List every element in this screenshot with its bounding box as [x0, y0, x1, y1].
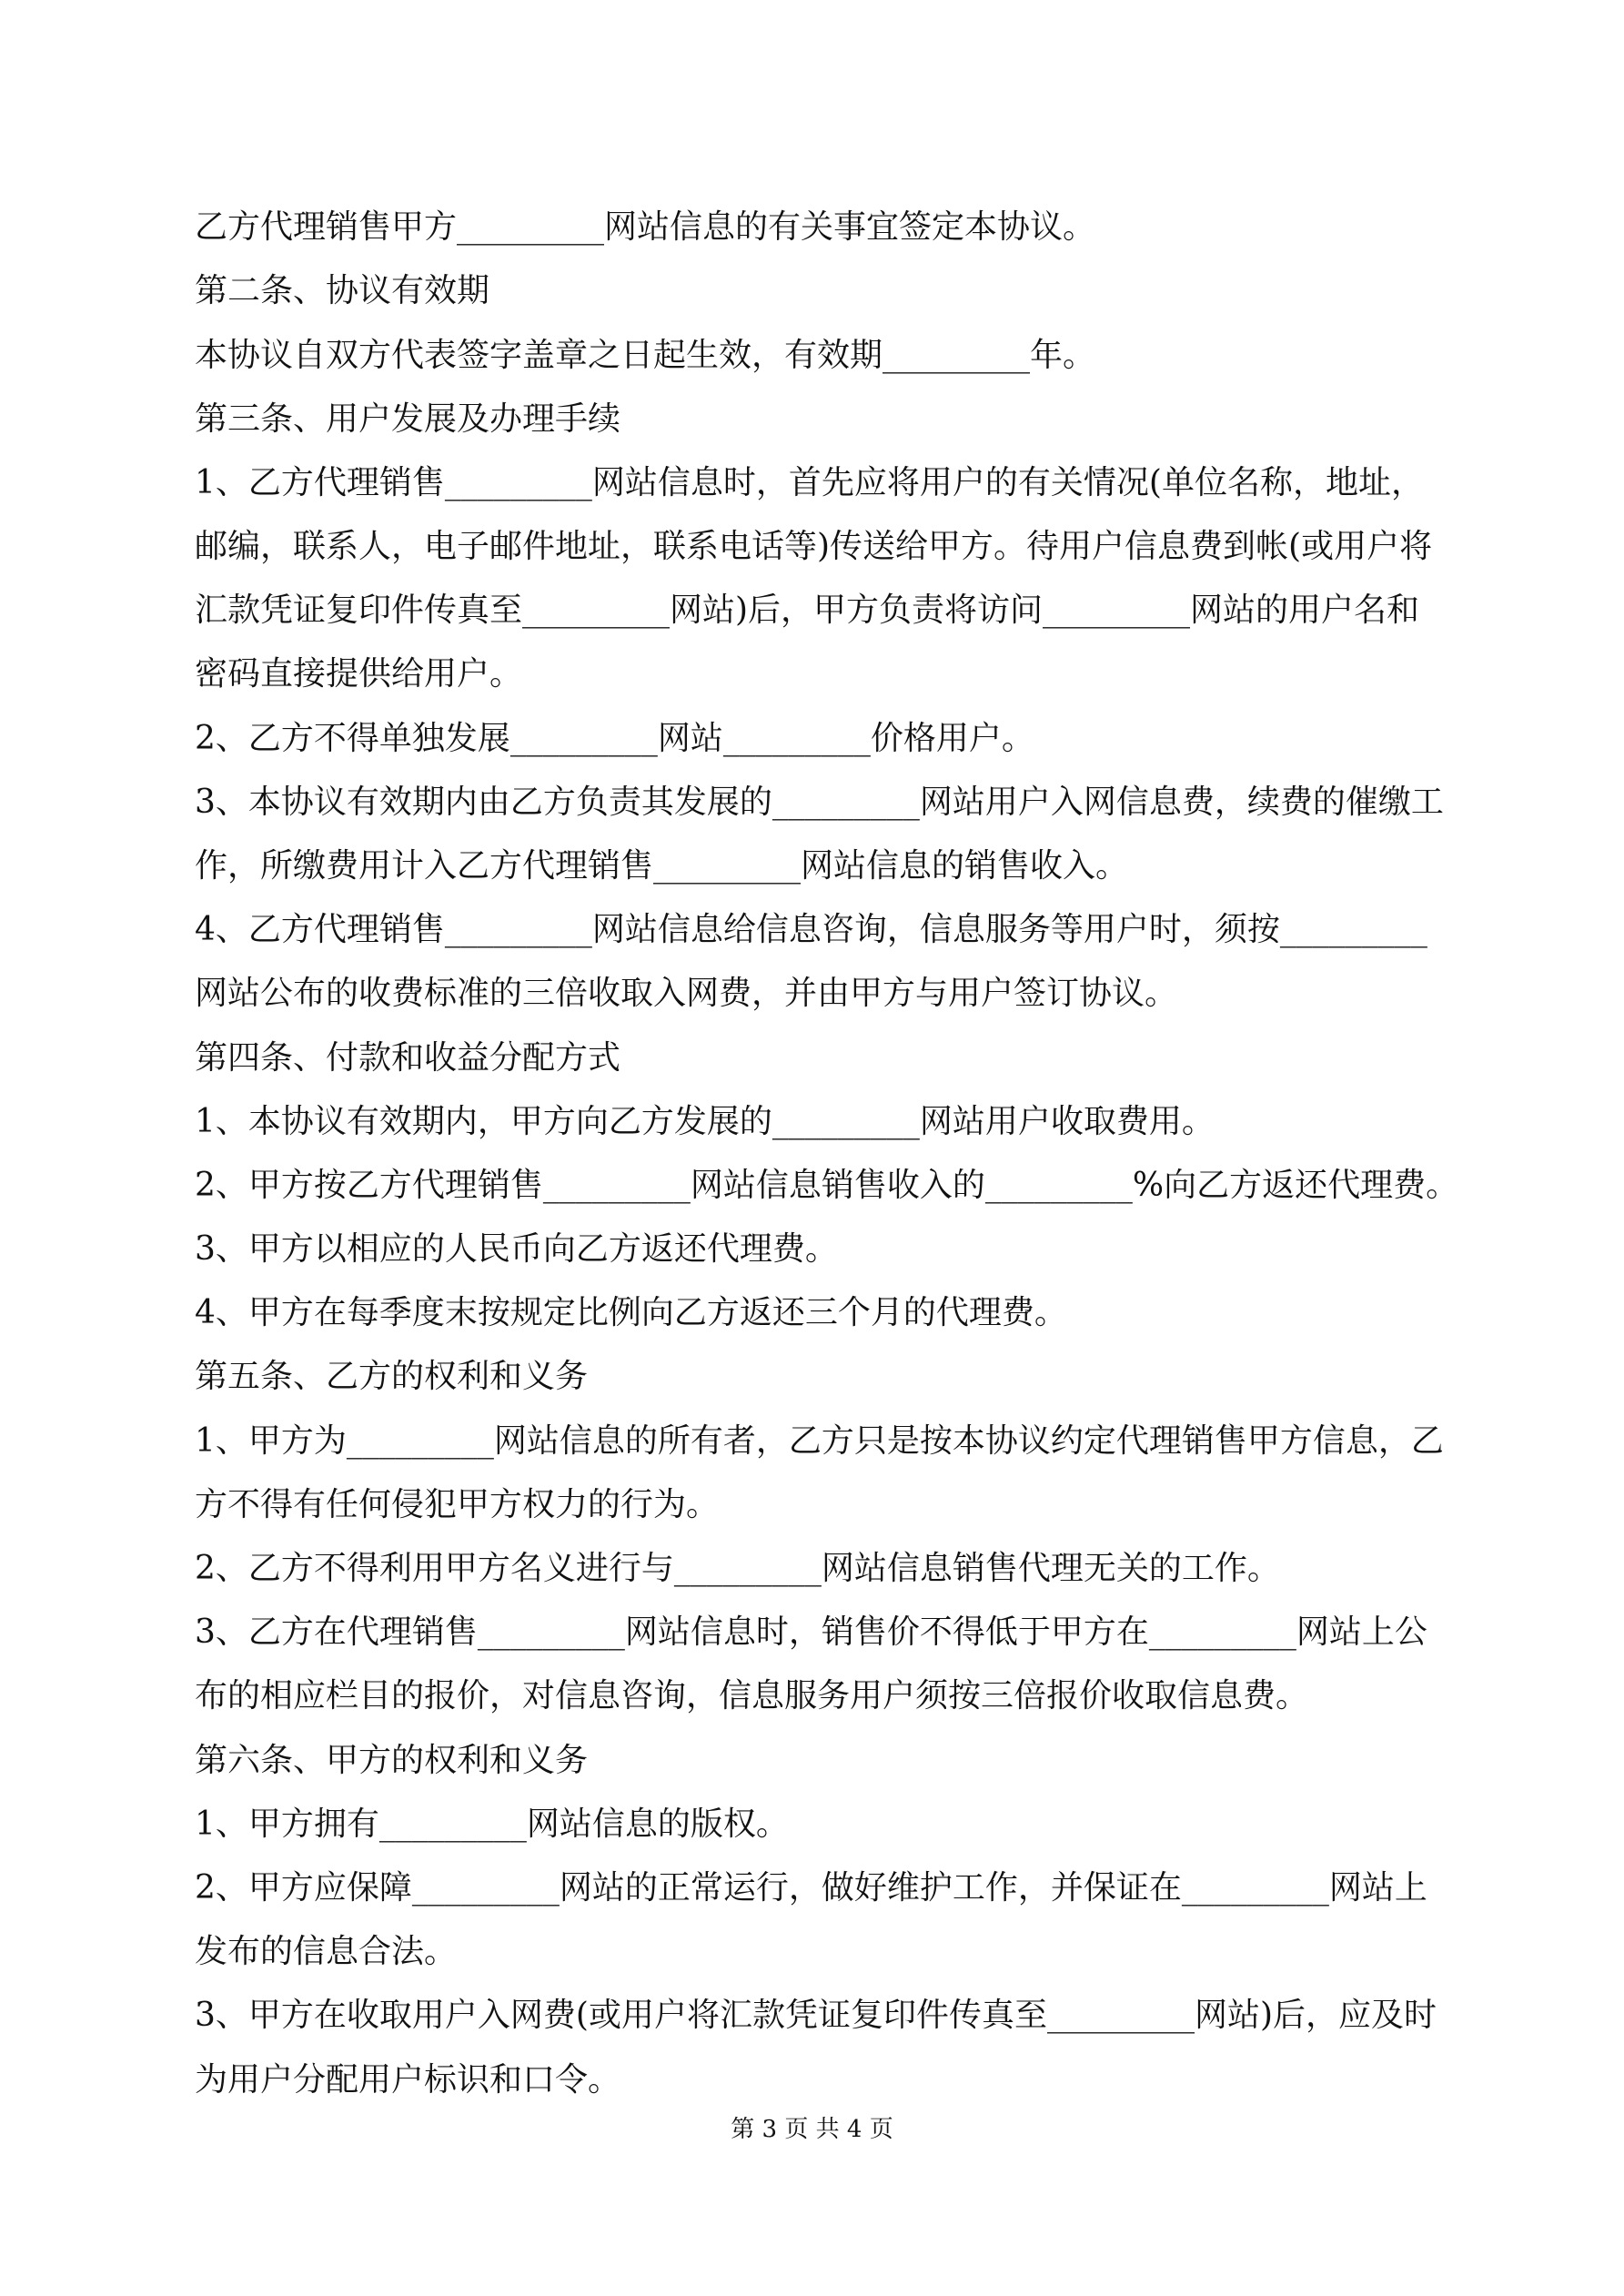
text-line: 2、乙方不得利用甲方名义进行与_________网站信息销售代理无关的工作。 — [195, 1550, 1280, 1587]
page-number-footer: 第 3 页 共 4 页 — [731, 2116, 893, 2143]
text-line: 2、甲方按乙方代理销售_________网站信息销售收入的_________%向乙方返还代理费。 — [195, 1167, 1459, 1204]
text-line: 4、甲方在每季度末按规定比例向乙方返还三个月的代理费。 — [195, 1294, 1067, 1331]
text-line: 1、甲方为_________网站信息的所有者，乙方只是按本协议约定代理销售甲方信息，乙 — [195, 1422, 1444, 1460]
text-line: 2、乙方不得单独发展_________网站_________价格用户。 — [195, 720, 1034, 757]
text-line: 1、乙方代理销售_________网站信息时，首先应将用户的有关情况(单位名称，地址， — [195, 464, 1424, 501]
text-line: 作，所缴费用计入乙方代理销售_________网站信息的销售收入。 — [195, 847, 1129, 885]
text-line: 3、本协议有效期内由乙方负责其发展的_________网站用户入网信息费，续费的催缴工 — [195, 784, 1444, 821]
text-line: 4、乙方代理销售_________网站信息给信息咨询，信息服务等用户时，须按_________ — [195, 911, 1427, 948]
text-line: 汇款凭证复印件传真至_________网站)后，甲方负责将访问_________网站的用户名和 — [195, 592, 1420, 629]
section-heading: 第二条、协议有效期 — [195, 272, 490, 309]
text-line: 为用户分配用户标识和口令。 — [195, 2061, 621, 2099]
text-line: 3、乙方在代理销售_________网站信息时，销售价不得低于甲方在_________网站上公 — [195, 1613, 1427, 1651]
section-heading: 第三条、用户发展及办理手续 — [195, 400, 621, 438]
text-line: 乙方代理销售甲方_________网站信息的有关事宜签定本协议。 — [195, 208, 1096, 246]
text-line: 网站公布的收费标准的三倍收取入网费，并由甲方与用户签订协议。 — [195, 975, 1178, 1012]
text-line: 布的相应栏目的报价，对信息咨询，信息服务用户须按三倍报价收取信息费。 — [195, 1677, 1309, 1714]
text-line: 邮编，联系人，电子邮件地址，联系电话等)传送给甲方。待用户信息费到帐(或用户将 — [195, 528, 1433, 565]
text-line: 3、甲方在收取用户入网费(或用户将汇款凭证复印件传真至_________网站)后，应及时 — [195, 1997, 1437, 2034]
text-line: 方不得有任何侵犯甲方权力的行为。 — [195, 1486, 720, 1523]
section-heading: 第四条、付款和收益分配方式 — [195, 1039, 621, 1077]
section-heading: 第六条、甲方的权利和义务 — [195, 1742, 589, 1779]
text-line: 发布的信息合法。 — [195, 1933, 458, 1970]
section-heading: 第五条、乙方的权利和义务 — [195, 1358, 589, 1395]
text-line: 本协议自双方代表签字盖章之日起生效，有效期_________年。 — [195, 337, 1096, 374]
text-line: 3、甲方以相应的人民币向乙方返还代理费。 — [195, 1230, 838, 1268]
text-line: 密码直接提供给用户。 — [195, 655, 523, 693]
text-line: 2、甲方应保障_________网站的正常运行，做好维护工作，并保证在_________网站上 — [195, 1869, 1427, 1907]
text-line: 1、本协议有效期内，甲方向乙方发展的_________网站用户收取费用。 — [195, 1103, 1215, 1140]
text-line: 1、甲方拥有_________网站信息的版权。 — [195, 1805, 789, 1843]
